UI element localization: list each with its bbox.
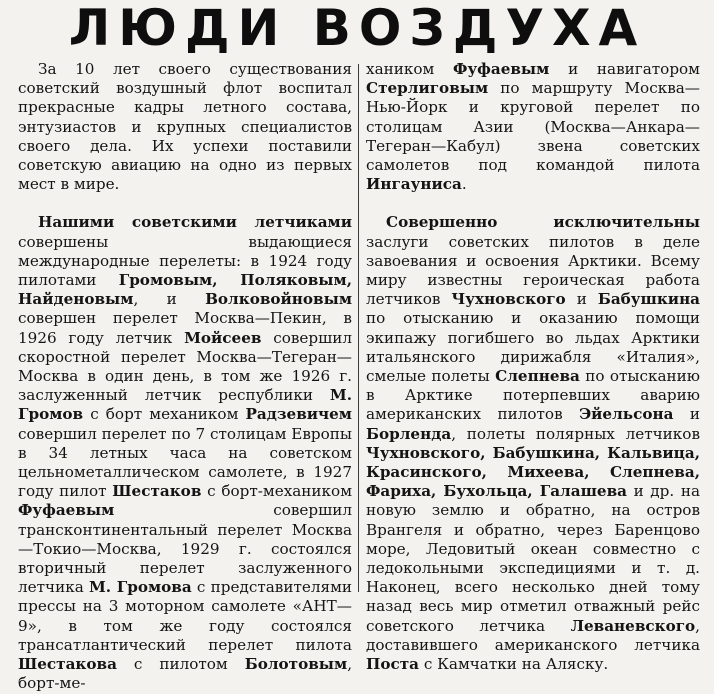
left-column [18,60,352,694]
arctic-paragraph: Совершенно исключительны заслуги советских пилотов в деле завоевания и освоения Арктики. Всему миру известны героическая работа летчиков Чухновского и Бабушкина по отысканию и оказанию помощи экипажу погибшего во льдах Арктики итальянского дирижабля «Италия», смелые полеты Слепнева по отысканию в Арктике потерпевших аварию американских пилотов Эйельсона и Борленда, полеты полярных летчиков Чухновского, Бабушкина, Кальвица, Красинского, Михеева, Слепнева, Фариха, Бухольца, Галашева и др. на новую землю и обратно, на остров Врангеля и обратно, через Баренцово море, Ледовитый океан совместно с ледокольными экспедициями и т. д. Наконец, всего несколько дней тому назад весь мир отметил отважный рейс советского летчика Леваневского, доставившего американского летчика Поста с Камчатки на Аляску. [366,213,701,674]
intro-paragraph: За 10 лет своего существования советский воздушный флот воспитал прекрасные кадры летного состава, энтузиастов и крупных специалистов своего дела. Их успехи поставили советскую авиацию на одно из первых мест в мире. [18,60,352,194]
right-column [366,60,700,674]
lead-phrase: Совершенно исключительны [386,213,700,232]
lead-phrase: Нашими советскими летчиками [38,213,352,232]
flights-paragraph: Нашими советскими летчиками совершены выдающиеся международные перелеты: в 1924 году пилотами Громовым, Поляковым, Найденовым, и Волковойновым совершен перелет Москва—Пекин, в 1926 году летчик Мойсеев совершил скоростной перелет Москва—Тегеран—Москва в один день, в том же 1926 г. заслуженный летчик республики М. Громов с борт механиком Радзевичем совершил перелет по 7 столицам Европы в 34 летных часа на советском цельнометаллическом самолете, в 1927 году пилот Шестаков с борт-механиком Фуфаевым совершил трансконтинентальный перелет Москва—Токио—Москва, 1929 г. состоялся вторичный перелет заслуженного летчика М. Громова с представителями прессы на 3 моторном самолете «АНТ—9», в том же году состоялся трансатлантический перелет пилота Шестакова с пилотом Болотовым, борт-ме- [18,213,353,693]
continued-paragraph: хаником Фуфаевым и навигатором Стерлиговым по маршруту Москва—Нью-Йорк и круговой перелет по столицам Азии (Москва—Анкара—Тегеран—Кабул) звена советских самолетов под командой пилота Ингауниса. [366,60,701,194]
column-divider [358,64,359,592]
article-headline: ЛЮДИ ВОЗДУХА [68,0,646,57]
